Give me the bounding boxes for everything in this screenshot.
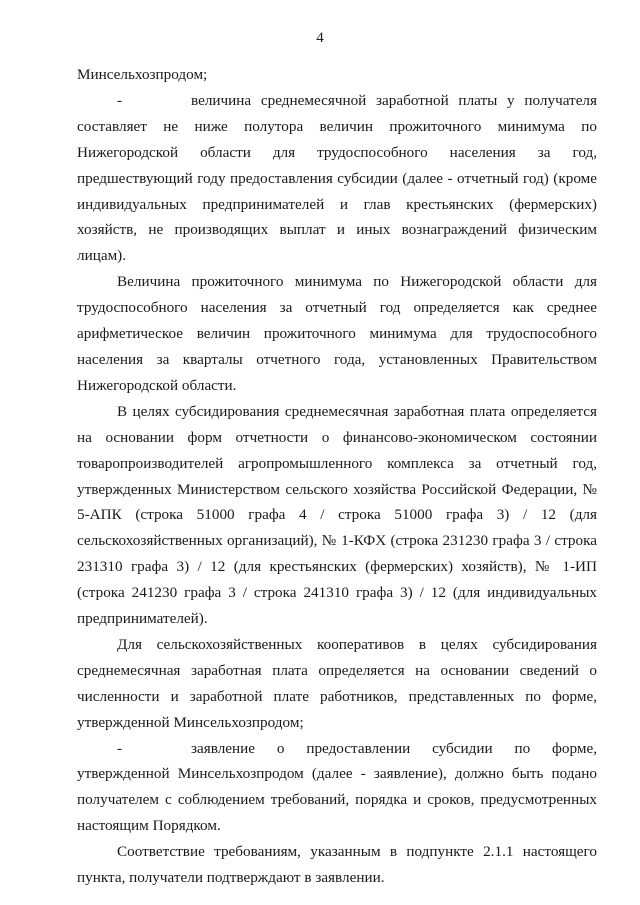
document-body	[77, 62, 597, 891]
list-item-application	[77, 736, 597, 840]
list-dash-marker: -	[117, 739, 123, 757]
paragraph-compliance: Соответствие требованиям, указанным в подпункте 2.1.1 настоящего пункта, получатели подтверждают в заявлении.	[77, 843, 597, 887]
paragraph-cooperatives: Для сельскохозяйственных кооперативов в целях субсидирования среднемесячная заработная плата определяется на основании сведений о численности и заработной плате работников, представленных по форме, утвержденной Минсельхозпродом;	[77, 635, 597, 731]
list-item-text: величина среднемесячной заработной платы у получателя составляет не ниже полутора величин прожиточного минимума по Нижегородской области для трудоспособного населения за год, предшествующий году предоставления субсидии (далее - отчетный год) (кроме индивидуальных предпринимателей и глав крестьянских (фермерских) хозяйств, не производящих выплат и иных вознаграждений физическим лицам).	[77, 91, 597, 265]
list-item-text: заявление о предоставлении субсидии по форме, утвержденной Минсельхозпродом (далее - заявление), должно быть подано получателем с соблюдением требований, порядка и сроков, предусмотренных настоящим Порядком.	[77, 739, 597, 835]
paragraph-continuation: Минсельхозпродом;	[77, 66, 208, 83]
list-dash-marker: -	[117, 91, 123, 109]
page-number: 4	[316, 30, 324, 46]
list-item-salary-requirement	[77, 88, 597, 269]
paragraph-salary-calculation: В целях субсидирования среднемесячная заработная плата определяется на основании форм отчетности о финансово-экономическом состоянии товаропроизводителей агропромышленного комплекса за отчетный год, утвержденных Министерством сельского хозяйства Российской Федерации, № 5-АПК (строка 51000 графа 4 / строка 51000 графа 3) / 12 (для сельскохозяйственных организаций), № 1-КФХ (строка 231230 графа 3 / строка 231310 графа 3) / 12 (для крестьянских (фермерских) хозяйств), № 1-ИП (строка 241230 графа 3 / строка 241310 графа 3) / 12 (для индивидуальных предпринимателей).	[77, 402, 597, 628]
paragraph-subsistence-minimum: Величина прожиточного минимума по Нижегородской области для трудоспособного населения за отчетный год определяется как среднее арифметическое величин прожиточного минимума для трудоспособного населения за кварталы отчетного года, установленных Правительством Нижегородской области.	[77, 273, 597, 394]
